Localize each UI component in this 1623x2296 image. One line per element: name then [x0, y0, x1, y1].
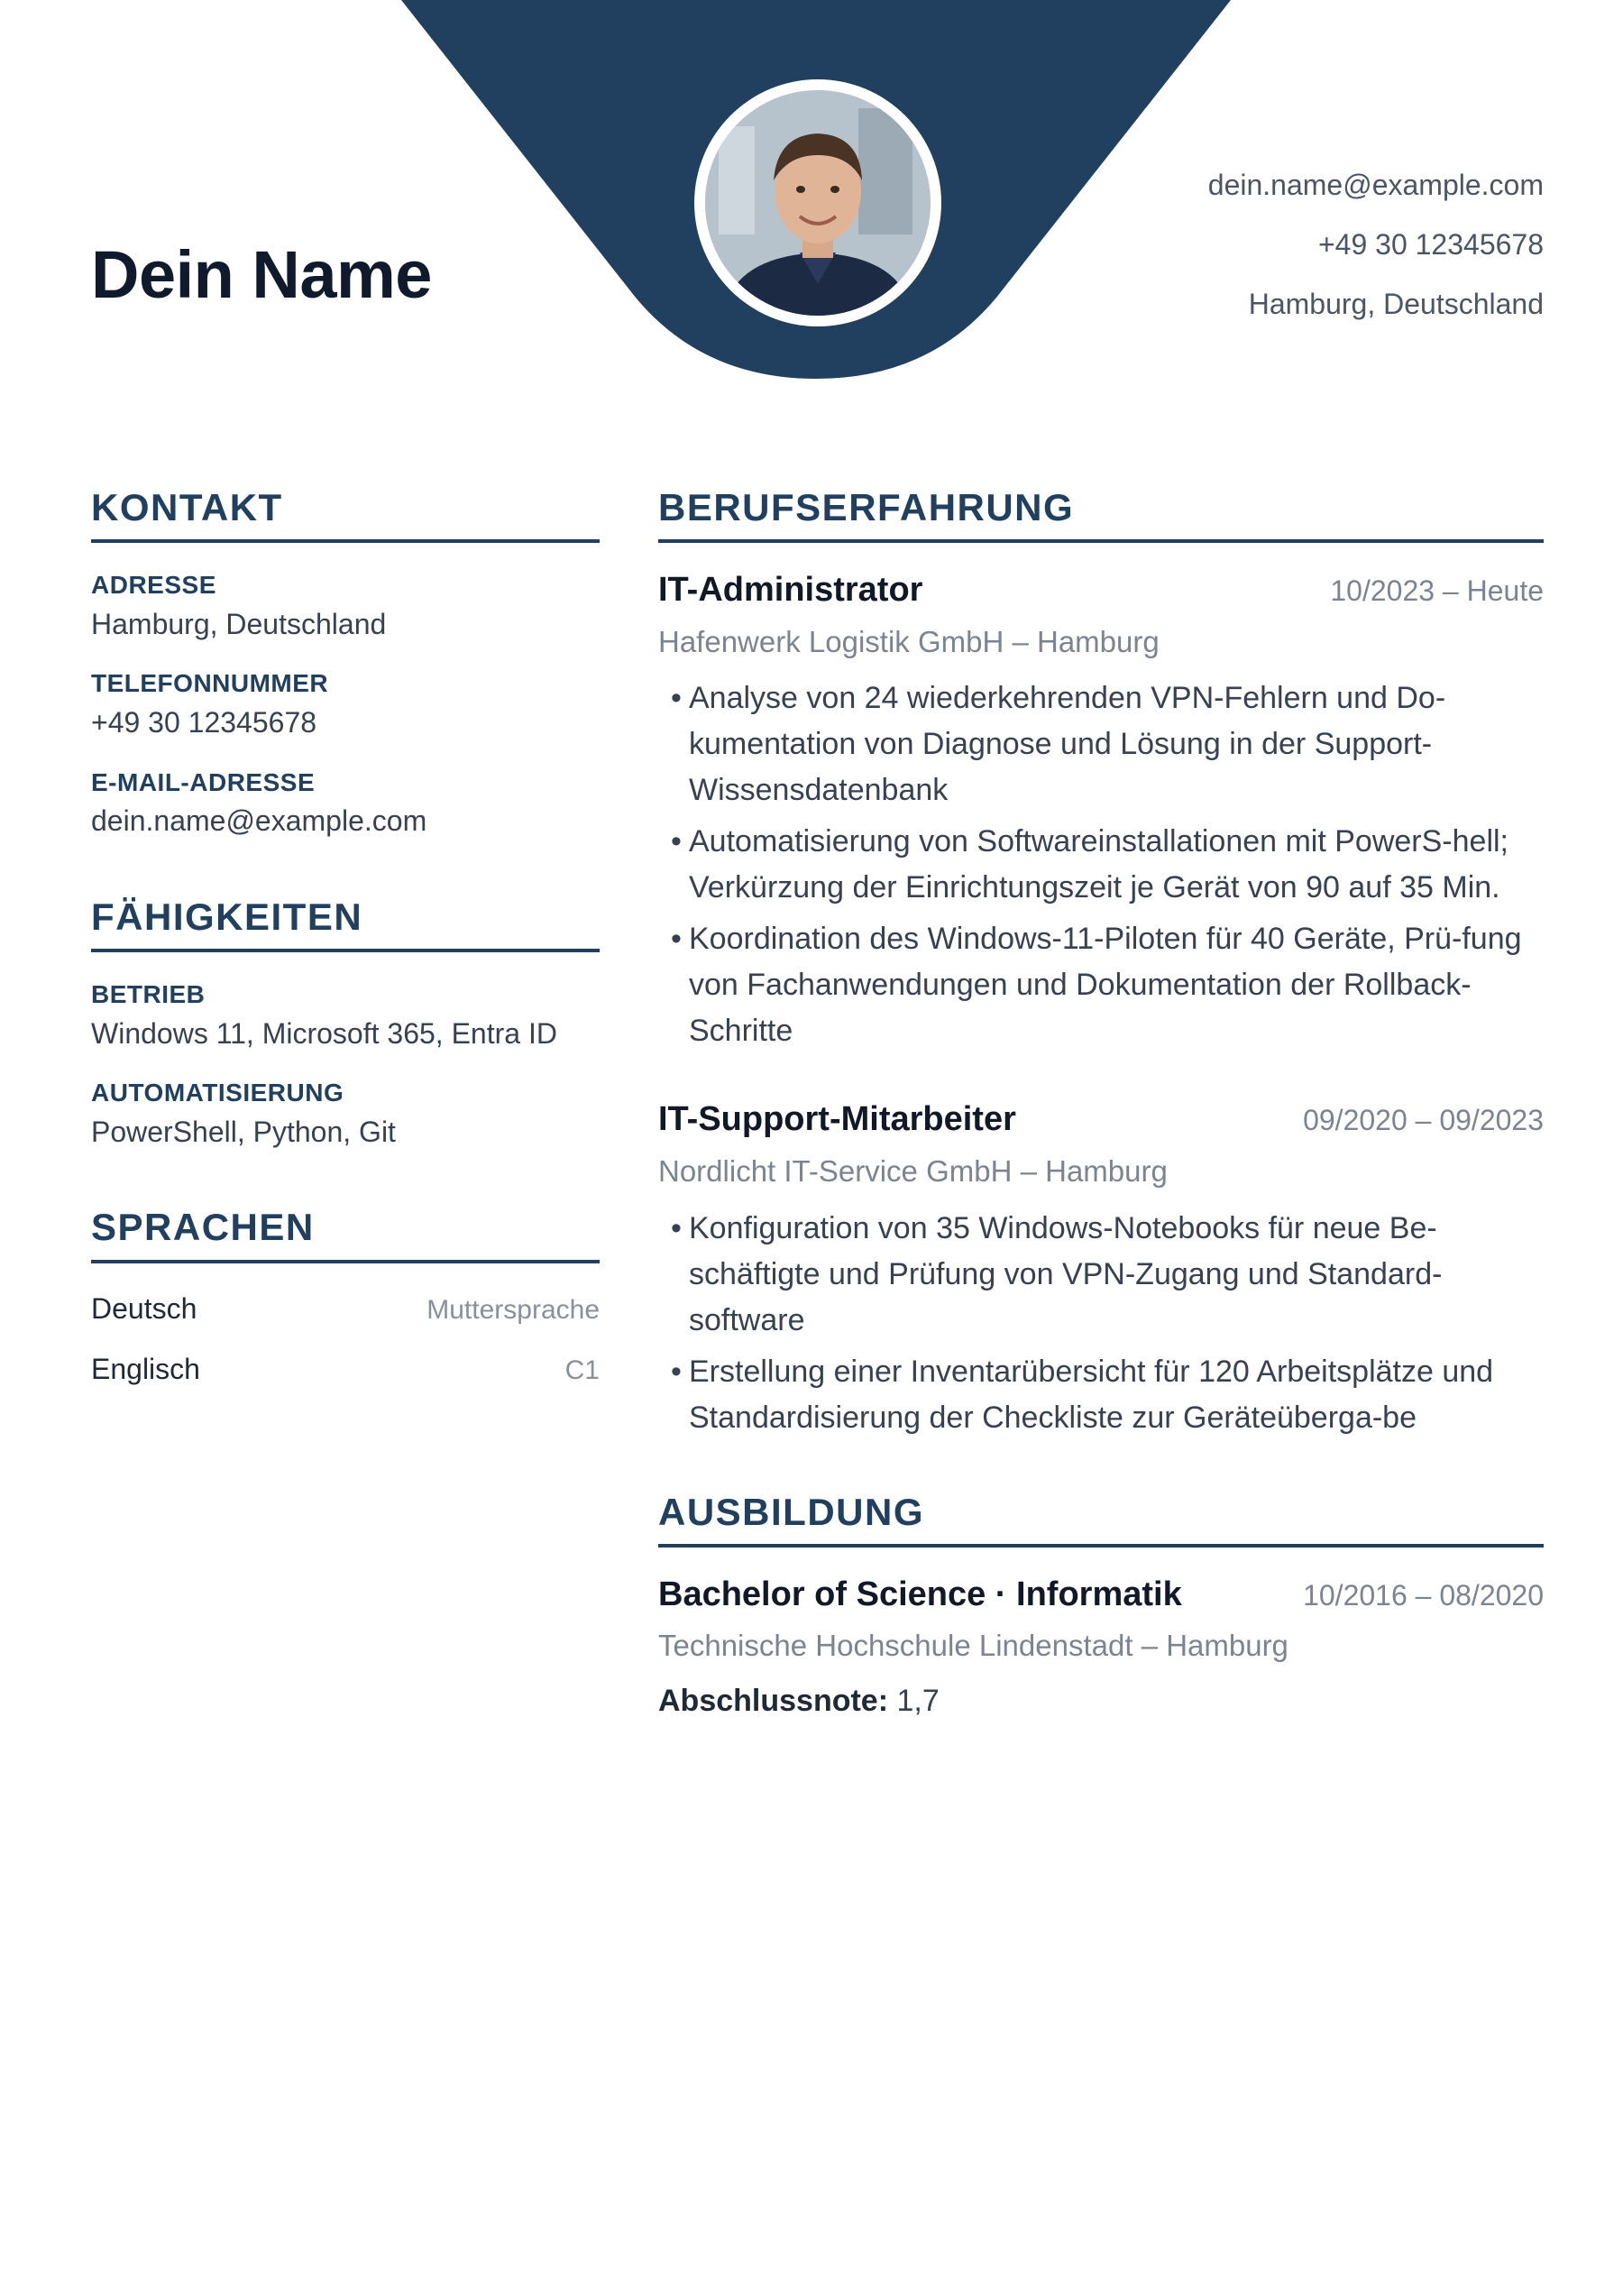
- job-company: Hafenwerk Logistik GmbH – Hamburg: [658, 624, 1160, 658]
- grade-label: Abschlussnote:: [658, 1683, 889, 1718]
- job-header: [658, 1099, 1544, 1141]
- contact-value-email[interactable]: dein.name@example.com: [91, 804, 427, 838]
- contact-value-address: Hamburg, Deutschland: [91, 607, 387, 640]
- job-header: [658, 570, 1544, 611]
- job-bullet: • Erstellung einer Inventarübersicht für 120 Arbeitsplätze und Standardisierung der Checkliste zur Geräteüberga-be: [671, 1349, 1544, 1441]
- skills-value-automation: PowerShell, Python, Git: [91, 1115, 396, 1148]
- right-column: [658, 487, 1544, 1719]
- job-bullet: • Analyse von 24 wiederkehrenden VPN-Fehlern und Do-kumentation von Diagnose und Lösung in der Support-Wissensdatenbank: [671, 675, 1544, 813]
- job-bullet: • Konfiguration von 35 Windows-Notebooks für neue Be-schäftigte und Prüfung von VPN-Zugang und Standard-software: [671, 1206, 1544, 1344]
- job-bullets: [671, 675, 1544, 1054]
- education-degree: Bachelor of Science · Informatik: [658, 1575, 1182, 1613]
- job-entry: [658, 570, 1544, 1054]
- education-section-title: AUSBILDUNG: [658, 1492, 1544, 1548]
- language-row: [91, 1290, 600, 1328]
- avatar: [694, 79, 941, 326]
- job-bullet: • Koordination des Windows-11-Piloten für 40 Geräte, Prü-fung von Fachanwendungen und Dokumentation der Rollback-Schritte: [671, 916, 1544, 1054]
- education-grade: [658, 1684, 1544, 1719]
- job-date: 09/2020 – 09/2023: [1303, 1104, 1544, 1137]
- header-contact: [1208, 155, 1544, 334]
- skills-value-operations: Windows 11, Microsoft 365, Entra ID: [91, 1016, 557, 1050]
- contact-value-phone[interactable]: +49 30 12345678: [91, 705, 317, 739]
- language-name: Englisch: [91, 1353, 200, 1386]
- job-entry: [658, 1099, 1544, 1440]
- job-title: IT-Administrator: [658, 571, 923, 610]
- candidate-name: Dein Name: [91, 237, 432, 312]
- skills-section-title: FÄHIGKEITEN: [91, 896, 600, 952]
- education-header: [658, 1575, 1544, 1616]
- job-company: Nordlicht IT-Service GmbH – Hamburg: [658, 1153, 1168, 1188]
- contact-label-email: E-MAIL-ADRESSE: [91, 767, 316, 796]
- job-bullets: [671, 1206, 1544, 1441]
- skills-label-automation: AUTOMATISIERUNG: [91, 1079, 344, 1107]
- language-level: C1: [564, 1355, 600, 1386]
- person-photo-icon: [705, 90, 931, 316]
- left-column: [91, 487, 600, 1389]
- contact-label-phone: TELEFONNUMMER: [91, 669, 329, 698]
- language-level: Muttersprache: [426, 1294, 600, 1325]
- header-location: Hamburg, Deutschland: [1248, 288, 1544, 320]
- skills-label-operations: BETRIEB: [91, 979, 206, 1008]
- grade-value: 1,7: [896, 1683, 940, 1718]
- job-title: IT-Support-Mitarbeiter: [658, 1100, 1016, 1139]
- language-name: Deutsch: [91, 1291, 197, 1325]
- language-row: [91, 1351, 600, 1389]
- languages-section-title: SPRACHEN: [91, 1207, 600, 1263]
- contact-label-address: ADRESSE: [91, 571, 216, 600]
- experience-section-title: BERUFSERFAHRUNG: [658, 487, 1544, 543]
- education-date: 10/2016 – 08/2020: [1303, 1578, 1544, 1612]
- job-bullet: • Automatisierung von Softwareinstallationen mit PowerS-hell; Verkürzung der Einrichtungszeit je Gerät von 90 auf 35 Min.: [671, 819, 1544, 911]
- header-phone[interactable]: +49 30 12345678: [1317, 228, 1544, 261]
- job-date: 10/2023 – Heute: [1330, 574, 1544, 608]
- header-email[interactable]: dein.name@example.com: [1207, 169, 1544, 201]
- education-entry: [658, 1575, 1544, 1719]
- contact-section-title: KONTAKT: [91, 487, 600, 543]
- education-school: Technische Hochschule Lindenstadt – Hamburg: [658, 1629, 1288, 1663]
